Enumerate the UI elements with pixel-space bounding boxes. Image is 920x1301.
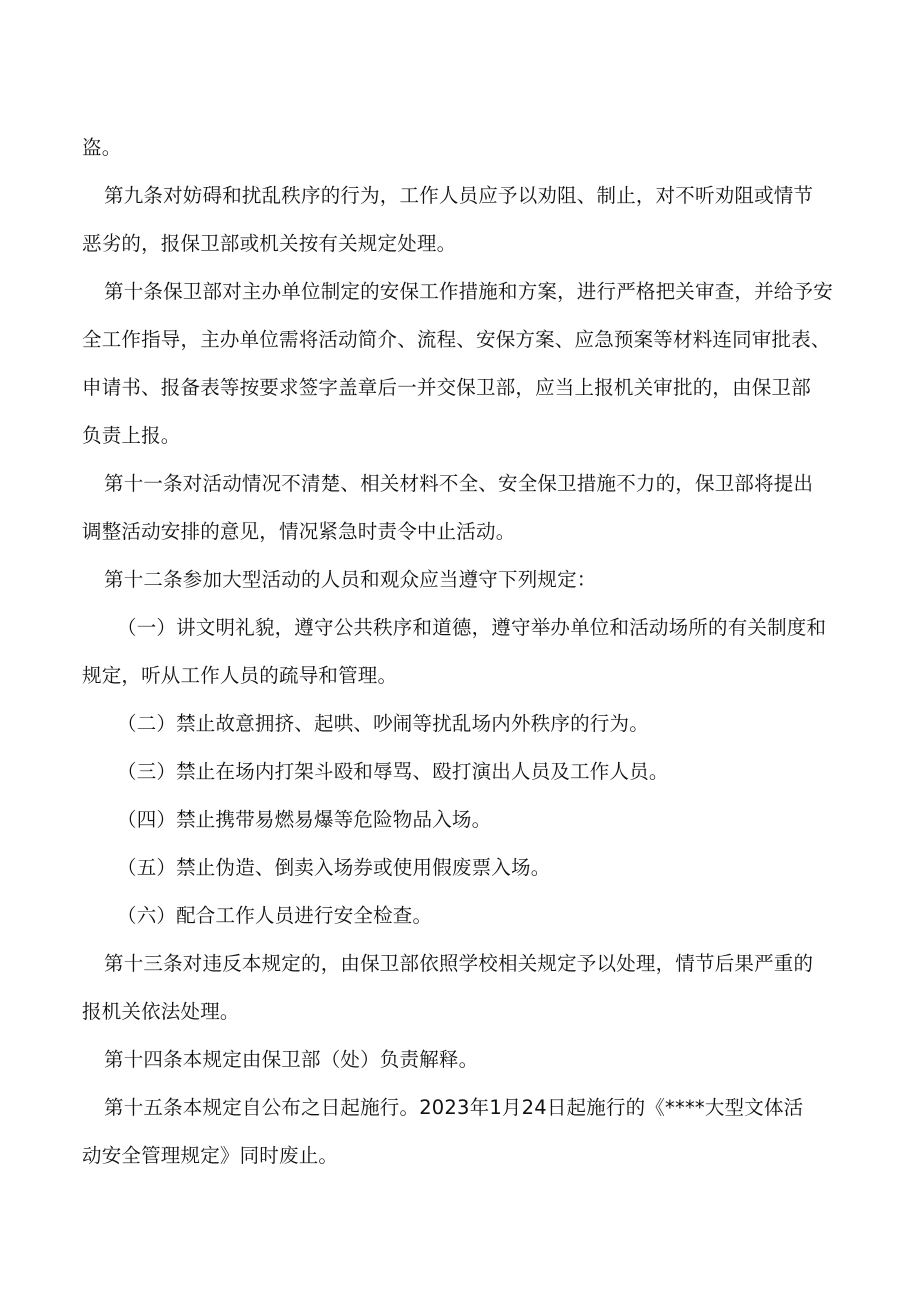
article-12-item-5: （五）禁止伪造、倒卖入场券或使用假废票入场。 — [117, 856, 551, 879]
article-9-line-1: 第九条对妨碍和扰乱秩序的行为，工作人员应予以劝阻、制止，对不听劝阻或情节 — [104, 184, 814, 207]
text-line-continuation: 盗。 — [82, 136, 122, 159]
article-15-line-2: 动安全管理规定》同时废止。 — [82, 1144, 339, 1167]
article-10-line-1: 第十条保卫部对主办单位制定的安保工作措施和方案，进行严格把关审查，并给予安 — [104, 280, 833, 303]
article-12-item-1-line-1: （一）讲文明礼貌，遵守公共秩序和道德，遵守举办单位和活动场所的有关制度和 — [117, 616, 827, 639]
article-10-line-4: 负责上报。 — [82, 424, 181, 447]
article-10-line-3: 申请书、报备表等按要求签字盖章后一并交保卫部，应当上报机关审批的，由保卫部 — [82, 376, 811, 399]
article-13-line-2: 报机关依法处理。 — [82, 1000, 240, 1023]
article-15-line-1: 第十五条本规定自公布之日起施行。2023年1月24日起施行的《****大型文体活 — [104, 1096, 804, 1119]
article-12-item-3: （三）禁止在场内打架斗殴和辱骂、殴打演出人员及工作人员。 — [117, 760, 669, 783]
article-12-heading: 第十二条参加大型活动的人员和观众应当遵守下列规定： — [104, 568, 597, 591]
article-14: 第十四条本规定由保卫部（处）负责解释。 — [104, 1048, 479, 1071]
article-10-line-2: 全工作指导，主办单位需将活动简介、流程、安保方案、应急预案等材料连同审批表、 — [82, 328, 831, 351]
article-11-line-2: 调整活动安排的意见，情况紧急时责令中止活动。 — [82, 520, 516, 543]
article-13-line-1: 第十三条对违反本规定的，由保卫部依照学校相关规定予以处理，情节后果严重的 — [104, 952, 814, 975]
article-12-item-6: （六）配合工作人员进行安全检查。 — [117, 904, 433, 927]
article-11-line-1: 第十一条对活动情况不清楚、相关材料不全、安全保卫措施不力的，保卫部将提出 — [104, 472, 814, 495]
article-12-item-1-line-2: 规定，听从工作人员的疏导和管理。 — [82, 664, 398, 687]
article-12-item-4: （四）禁止携带易燃易爆等危险物品入场。 — [117, 808, 492, 831]
article-9-line-2: 恶劣的，报保卫部或机关按有关规定处理。 — [82, 232, 457, 255]
article-12-item-2: （二）禁止故意拥挤、起哄、吵闹等扰乱场内外秩序的行为。 — [117, 712, 649, 735]
